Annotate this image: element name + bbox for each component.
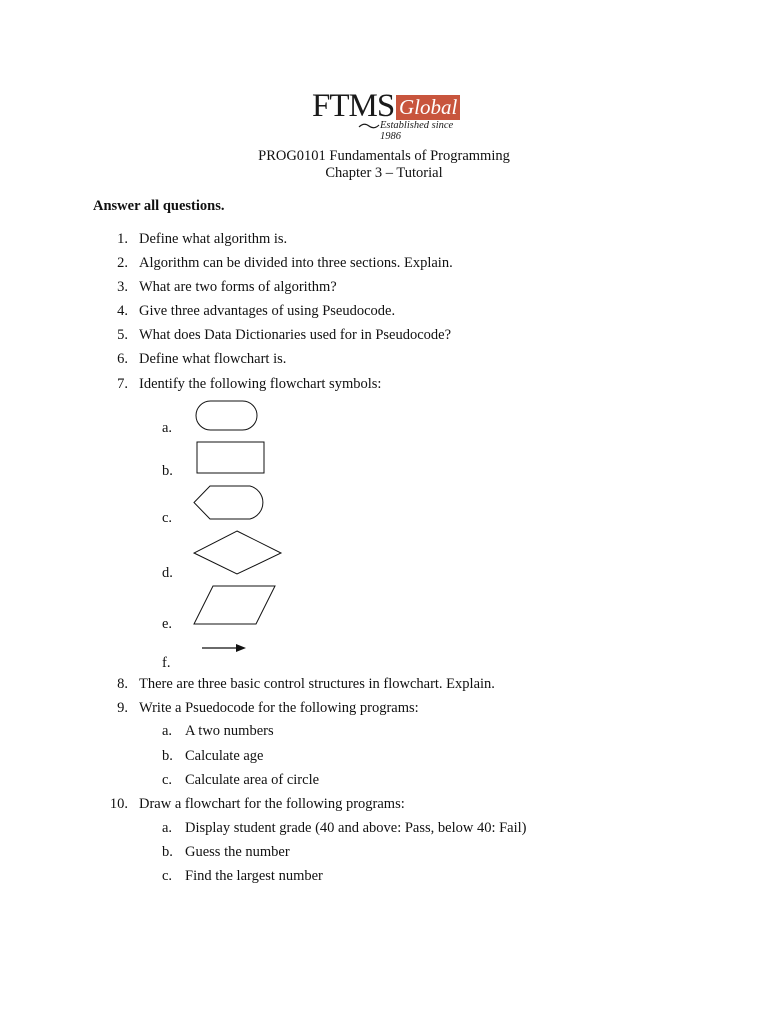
question-number: 4.	[117, 303, 128, 319]
sub-item-label: c.	[162, 868, 173, 884]
sub-item-text: Calculate age	[185, 748, 264, 764]
question-text: Identify the following flowchart symbols:	[139, 376, 382, 392]
chapter-title: Chapter 3 – Tutorial	[325, 165, 443, 181]
decision-diamond-icon	[193, 530, 283, 576]
question-number: 6.	[117, 351, 128, 367]
sub-item-label: a.	[162, 820, 173, 836]
sub-item-text: Guess the number	[185, 844, 290, 860]
sub-item-text: Find the largest number	[185, 868, 323, 884]
question-number: 5.	[117, 327, 128, 343]
question-number: 3.	[117, 279, 128, 295]
logo-brand: FTMS	[312, 88, 395, 124]
sub-item-text: A two numbers	[185, 723, 274, 739]
display-shape-icon	[193, 485, 269, 521]
symbol-label: b.	[162, 463, 173, 479]
sub-item-label: b.	[162, 748, 173, 764]
question-text: Define what flowchart is.	[139, 351, 287, 367]
swoosh-icon	[358, 122, 380, 130]
question-text: There are three basic control structures in flowchart. Explain.	[139, 676, 495, 692]
question-text: What does Data Dictionaries used for in Pseudocode?	[139, 327, 452, 343]
flow-arrow-icon	[200, 642, 248, 654]
question-text: Draw a flowchart for the following programs:	[139, 796, 405, 812]
question-text: Give three advantages of using Pseudocode.	[139, 303, 396, 319]
question-number: 2.	[117, 255, 128, 271]
question-number: 7.	[117, 376, 128, 392]
symbol-label: d.	[162, 565, 173, 581]
instruction: Answer all questions.	[93, 198, 225, 214]
question-number: 1.	[117, 231, 128, 247]
logo-tag: Global	[396, 95, 460, 120]
question-number: 10.	[109, 796, 128, 812]
question-text: Algorithm can be divided into three sections. Explain.	[139, 255, 453, 271]
symbol-label: c.	[162, 510, 173, 526]
sub-item-label: b.	[162, 844, 173, 860]
symbol-label: a.	[162, 420, 173, 436]
terminator-oval-icon	[195, 400, 259, 432]
sub-item-label: c.	[162, 772, 173, 788]
logo	[312, 88, 472, 142]
question-text: Define what algorithm is.	[139, 231, 288, 247]
sub-item-text: Calculate area of circle	[185, 772, 320, 788]
question-text: What are two forms of algorithm?	[139, 279, 337, 295]
process-rectangle-icon	[196, 441, 266, 475]
sub-item-label: a.	[162, 723, 173, 739]
input-output-parallelogram-icon	[193, 584, 277, 626]
question-text: Write a Psuedocode for the following programs:	[139, 700, 419, 716]
question-number: 8.	[117, 676, 128, 692]
course-title: PROG0101 Fundamentals of Programming	[258, 148, 510, 164]
sub-item-text: Display student grade (40 and above: Pass, below 40: Fail)	[185, 820, 527, 836]
logo-tagline: Established since 1986	[380, 120, 454, 142]
symbol-label: e.	[162, 616, 173, 632]
question-number: 9.	[117, 700, 128, 716]
symbol-label: f.	[162, 655, 171, 671]
